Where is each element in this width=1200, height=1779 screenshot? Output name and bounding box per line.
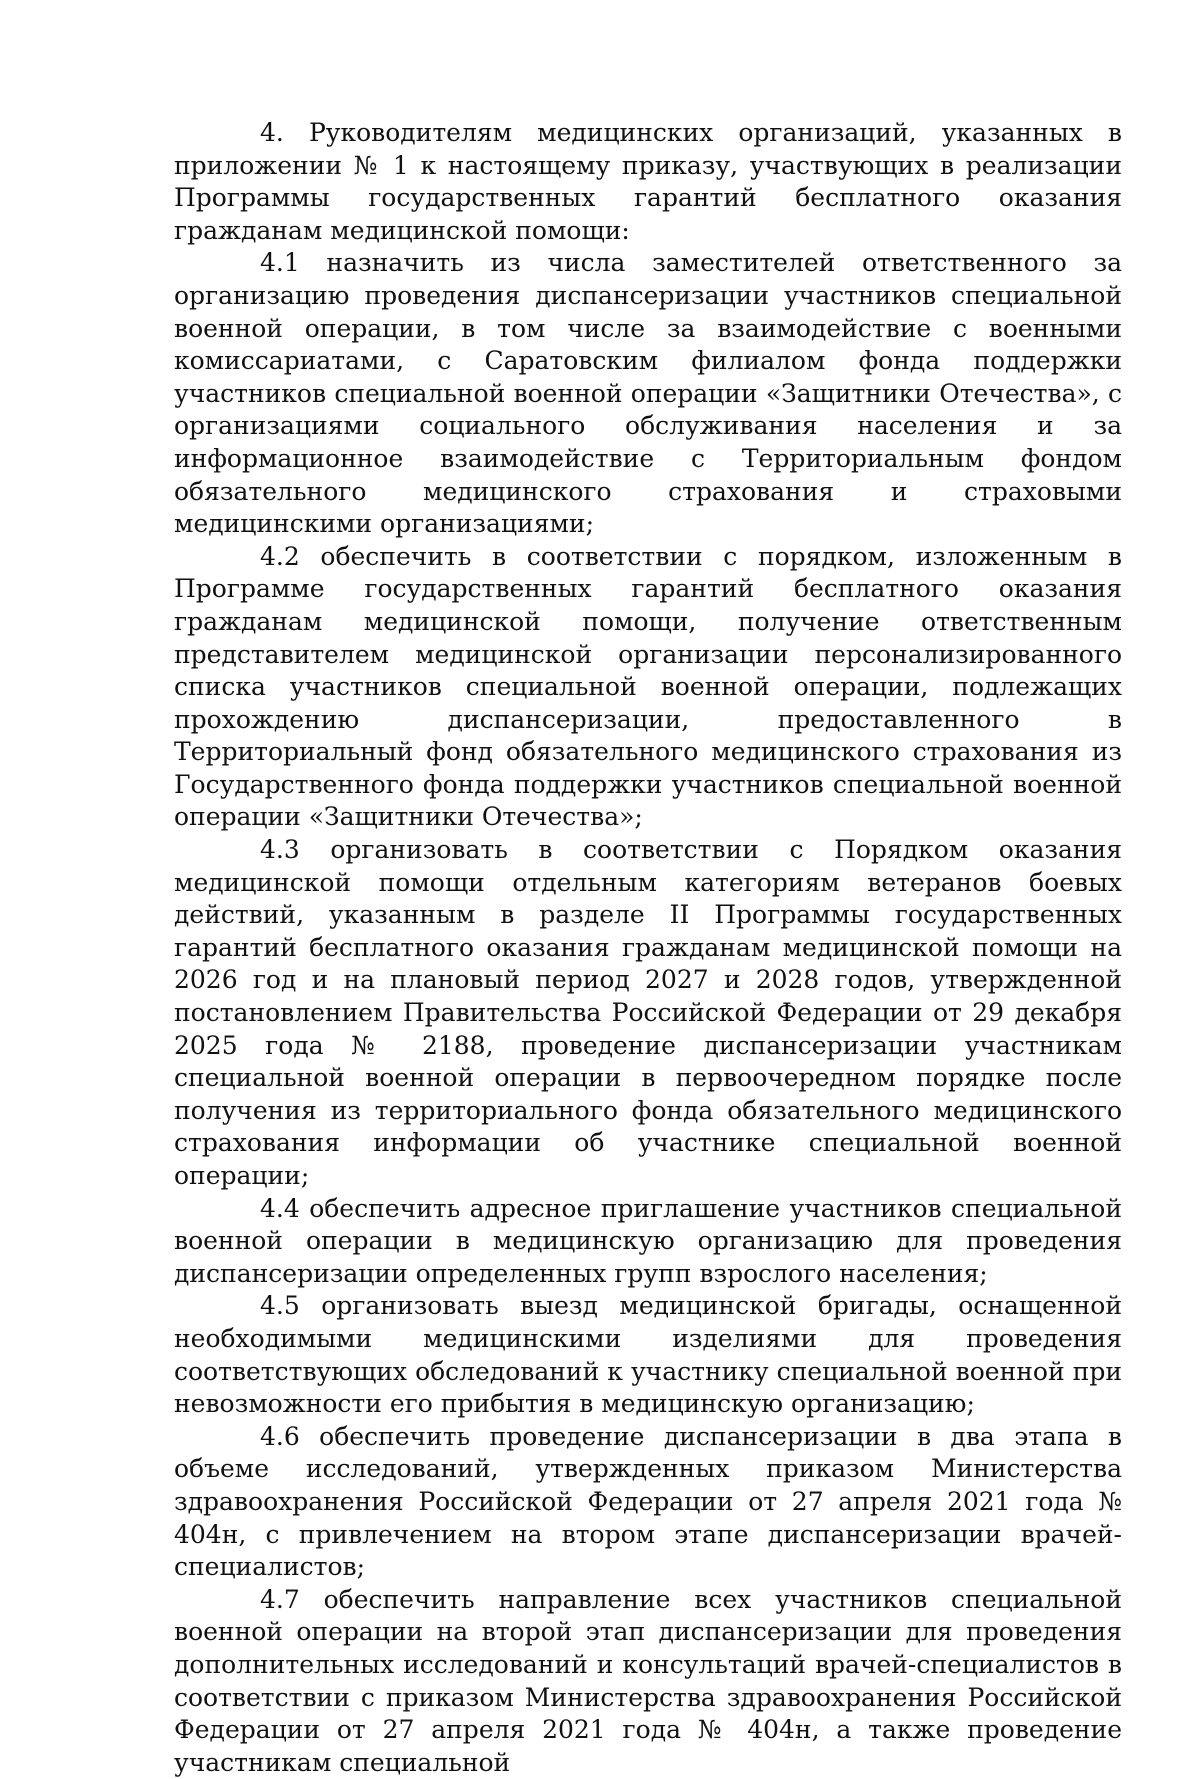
paragraph-4-1: 4.1 назначить из числа заместителей ответственного за организацию проведения диспансеризации участников специальной военной операции, в том числе за взаимодействие с военными комиссариатами, с Саратовским филиалом фонда поддержки участников специальной военной операции «Защитники Отечества», с организациями социального обслуживания населения и за информационное взаимодействие с Территориальным фондом обязательного медицинского страхования и страховыми медицинскими организациями; (174, 248, 1122, 539)
paragraph-4-5: 4.5 организовать выезд медицинской бригады, оснащенной необходимыми медицинскими изделиями для проведения соответствующих обследований к участнику специальной военной при невозможности его прибытия в медицинскую организацию; (174, 1291, 1122, 1419)
paragraph-4-3: 4.3 организовать в соответствии с Порядком оказания медицинской помощи отдельным категориям ветеранов боевых действий, указанным в разделе II Программы государственных гарантий бесплатного оказания гражданам медицинской помощи на 2026 год и на плановый период 2027 и 2028 годов, утвержденной постановлением Правительства Российской Федерации от 29 декабря 2025 года № 2188, проведение диспансеризации участникам специальной военной операции в первоочередном порядке после получения из территориального фонда обязательного медицинского страхования информации об участнике специальной военной операции; (174, 835, 1122, 1190)
paragraph-4: 4. Руководителям медицинских организаций, указанных в приложении № 1 к настоящему приказу, участвующих в реализации Программы государственных гарантий бесплатного оказания гражданам медицинской помощи: (174, 118, 1122, 245)
paragraph-4-4: 4.4 обеспечить адресное приглашение участников специальной военной операции в медицинскую организацию для проведения диспансеризации определенных групп взрослого населения; (174, 1193, 1122, 1288)
paragraph-4-2: 4.2 обеспечить в соответствии с порядком, изложенным в Программе государственных гарантий бесплатного оказания гражданам медицинской помощи, получение ответственным представителем медицинской организации персонализированного списка участников специальной военной операции, подлежащих прохождению диспансеризации, предоставленного в Территориальный фонд обязательного медицинского страхования из Государственного фонда поддержки участников специальной военной операции «Защитники Отечества»; (174, 541, 1122, 832)
paragraph-4-7: 4.7 обеспечить направление всех участников специальной военной операции на второй этап диспансеризации для проведения дополнительных исследований и консультаций врачей-специалистов в соответствии с приказом Министерства здравоохранения Российской Федерации от 27 апреля 2021 года № 404н, а также проведение участникам специальной (174, 1584, 1122, 1777)
document-body (174, 117, 1122, 1779)
paragraph-4-6: 4.6 обеспечить проведение диспансеризации в два этапа в объеме исследований, утвержденных приказом Министерства здравоохранения Российской Федерации от 27 апреля 2021 года № 404н, с привлечением на втором этапе диспансеризации врачей-специалистов; (174, 1421, 1122, 1582)
